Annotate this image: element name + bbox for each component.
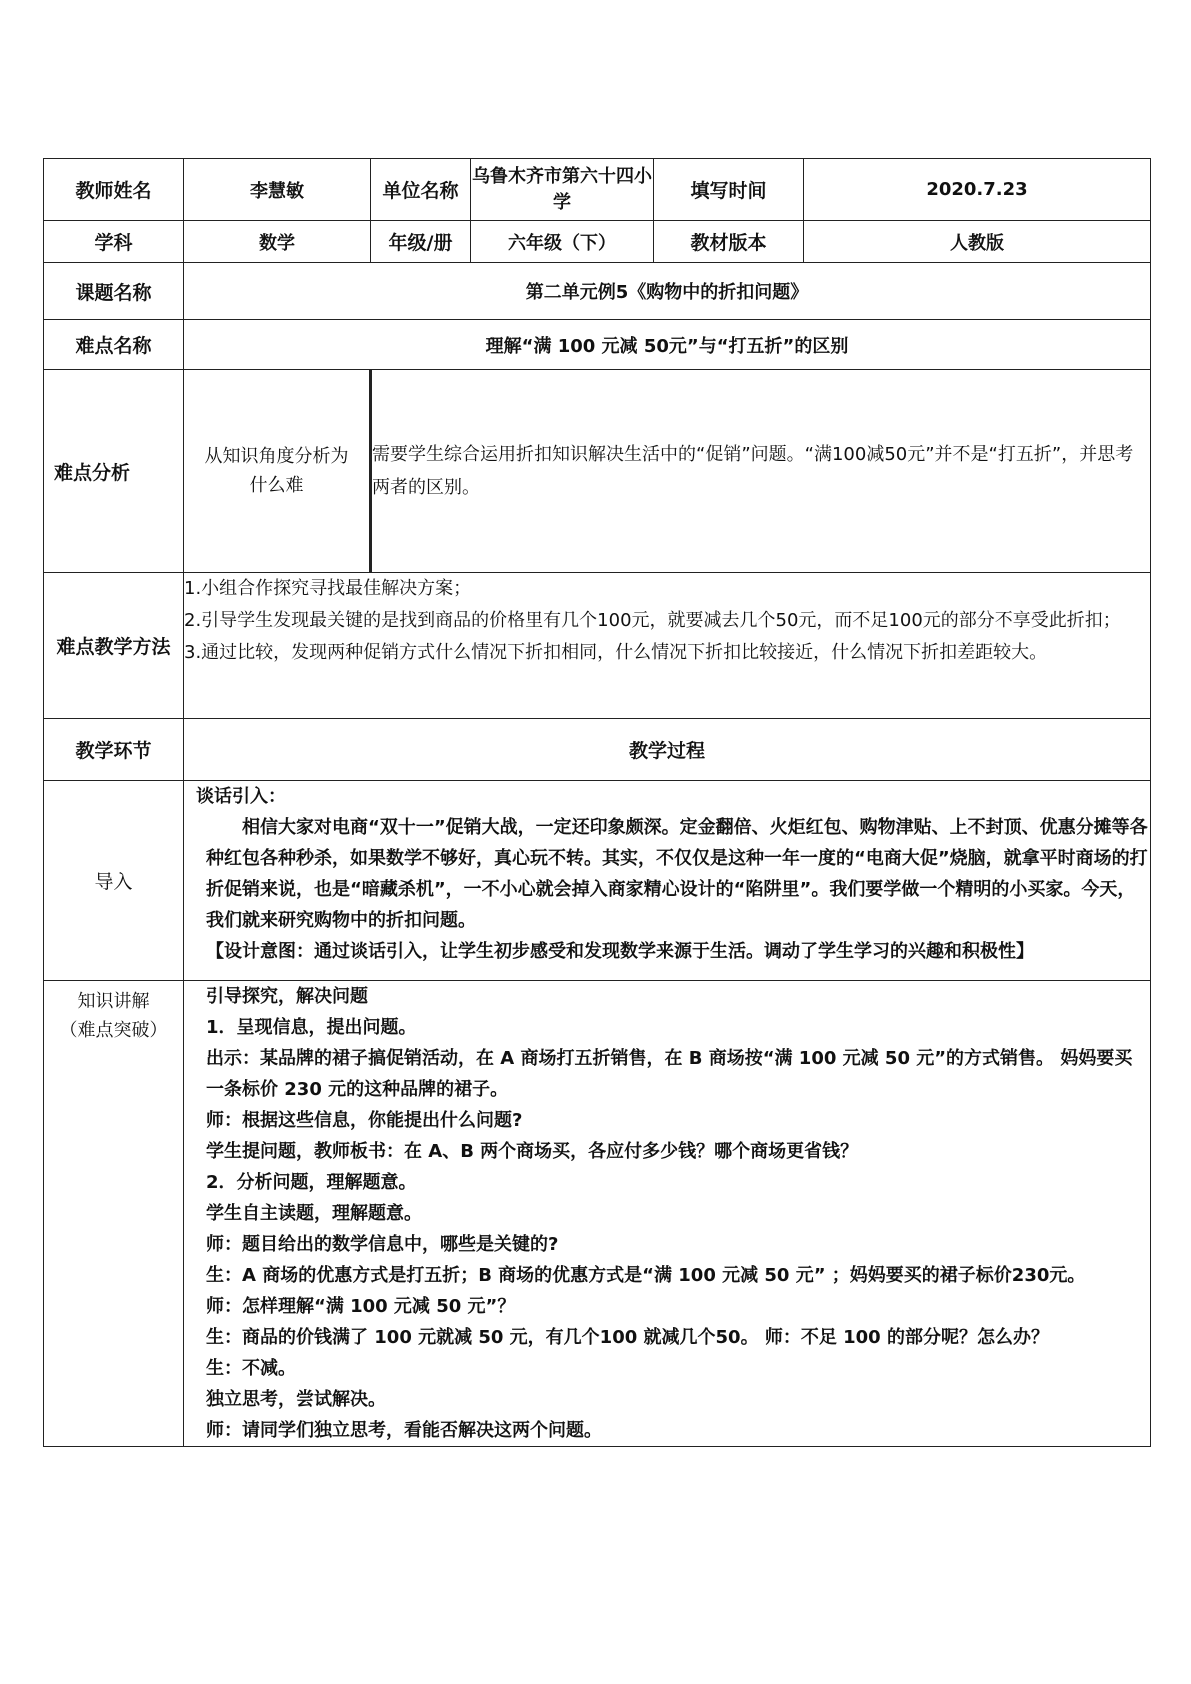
difficulty-label: 难点名称 [44, 320, 184, 370]
knowledge-row [44, 981, 1151, 1447]
intro-design-intent: 【设计意图：通过谈话引入，让学生初步感受和发现数学来源于生活。调动了学生学习的兴趣和积极性】 [206, 941, 1034, 962]
intro-label: 导入 [44, 781, 184, 981]
intro-content [184, 781, 1151, 981]
topic-row [44, 263, 1151, 320]
knowledge-line: 2．分析问题，理解题意。 [206, 1172, 417, 1193]
knowledge-line: 独立思考，尝试解决。 [206, 1389, 386, 1410]
knowledge-line: 学生自主读题，理解题意。 [206, 1203, 422, 1224]
knowledge-line: 出示：某品牌的裙子搞促销活动，在 A 商场打五折销售，在 B 商场按“满 100 元减 50 元”的方式销售。 妈妈要买一条标价 230 元的这种品牌的裙子。 [206, 1048, 1133, 1100]
intro-title: 谈话引入： [196, 786, 286, 807]
knowledge-label-line1: 知识讲解 [77, 991, 150, 1012]
process-header-row [44, 719, 1151, 781]
header-row-2 [44, 221, 1151, 263]
subject-label: 学科 [44, 221, 184, 263]
knowledge-line: 学生提问题，教师板书：在 A、B 两个商场买，各应付多少钱？哪个商场更省钱？ [206, 1141, 859, 1162]
knowledge-label [44, 981, 184, 1447]
topic-label: 课题名称 [44, 263, 184, 320]
difficulty-row [44, 320, 1151, 370]
stage-header-label: 教学环节 [44, 719, 184, 781]
method-label: 难点教学方法 [44, 573, 184, 719]
knowledge-line: 引导探究，解决问题 [206, 986, 368, 1007]
fill-date-value: 2020.7.23 [804, 159, 1151, 221]
unit-name-value: 乌鲁木齐市第六十四小学 [471, 159, 654, 221]
subject-value: 数学 [184, 221, 371, 263]
teacher-name-value: 李慧敏 [184, 159, 371, 221]
process-header-label: 教学过程 [184, 719, 1151, 781]
method-item: 3.通过比较，发现两种促销方式什么情况下折扣相同，什么情况下折扣比较接近，什么情况下折扣差距较大。 [184, 642, 1048, 663]
method-list [184, 573, 1151, 719]
analysis-row [44, 370, 1151, 573]
grade-label: 年级/册 [371, 221, 471, 263]
method-row [44, 573, 1151, 719]
edition-value: 人教版 [804, 221, 1151, 263]
unit-name-label: 单位名称 [371, 159, 471, 221]
analysis-text: 需要学生综合运用折扣知识解决生活中的“促销”问题。“满100减50元”并不是“打五折”，并思考两者的区别。 [371, 370, 1151, 573]
header-row-1 [44, 159, 1151, 221]
knowledge-line: 1．呈现信息，提出问题。 [206, 1017, 417, 1038]
analysis-label: 难点分析 [44, 370, 184, 573]
edition-label: 教材版本 [654, 221, 804, 263]
lesson-plan-table [43, 158, 1151, 1447]
knowledge-content [184, 981, 1151, 1447]
teacher-name-label: 教师姓名 [44, 159, 184, 221]
knowledge-line: 生：不减。 [206, 1358, 296, 1379]
knowledge-label-line2: （难点突破） [59, 1020, 168, 1041]
difficulty-value: 理解“满 100 元减 50元”与“打五折”的区别 [184, 320, 1151, 370]
knowledge-line: 生：商品的价钱满了 100 元就减 50 元，有几个100 就减几个50。 师：不足 100 的部分呢？怎么办？ [206, 1327, 1049, 1348]
knowledge-line: 师：题目给出的数学信息中，哪些是关键的? [206, 1234, 559, 1255]
fill-date-label: 填写时间 [654, 159, 804, 221]
knowledge-line: 师：根据这些信息，你能提出什么问题? [206, 1110, 523, 1131]
topic-value: 第二单元例5《购物中的折扣问题》 [184, 263, 1151, 320]
knowledge-line: 师：请同学们独立思考，看能否解决这两个问题。 [206, 1420, 602, 1441]
analysis-sub-label: 从知识角度分析为什么难 [184, 370, 371, 573]
grade-value: 六年级（下） [471, 221, 654, 263]
intro-row [44, 781, 1151, 981]
intro-paragraph: 相信大家对电商“双十一”促销大战，一定还印象颇深。定金翻倍、火炬红包、购物津贴、上不封顶、优惠分摊等各种红包各种秒杀，如果数学不够好，真心玩不转。其实，不仅仅是这种一年一度的“电商大促”烧脑，就拿平时商场的打折促销来说，也是“暗藏杀机”，一不小心就会掉入商家精心设计的“陷阱里”。我们要学做一个精明的小买家。今天，我们就来研究购物中的折扣问题。 [206, 817, 1148, 931]
method-item: 2.引导学生发现最关键的是找到商品的价格里有几个100元，就要减去几个50元，而不足100元的部分不享受此折扣； [184, 610, 1121, 631]
knowledge-line: 师：怎样理解“满 100 元减 50 元”？ [206, 1296, 516, 1317]
knowledge-line: 生：A 商场的优惠方式是打五折；B 商场的优惠方式是“满 100 元减 50 元” ；妈妈要买的裙子标价230元。 [206, 1265, 1086, 1286]
method-item: 1.小组合作探究寻找最佳解决方案； [184, 578, 472, 599]
